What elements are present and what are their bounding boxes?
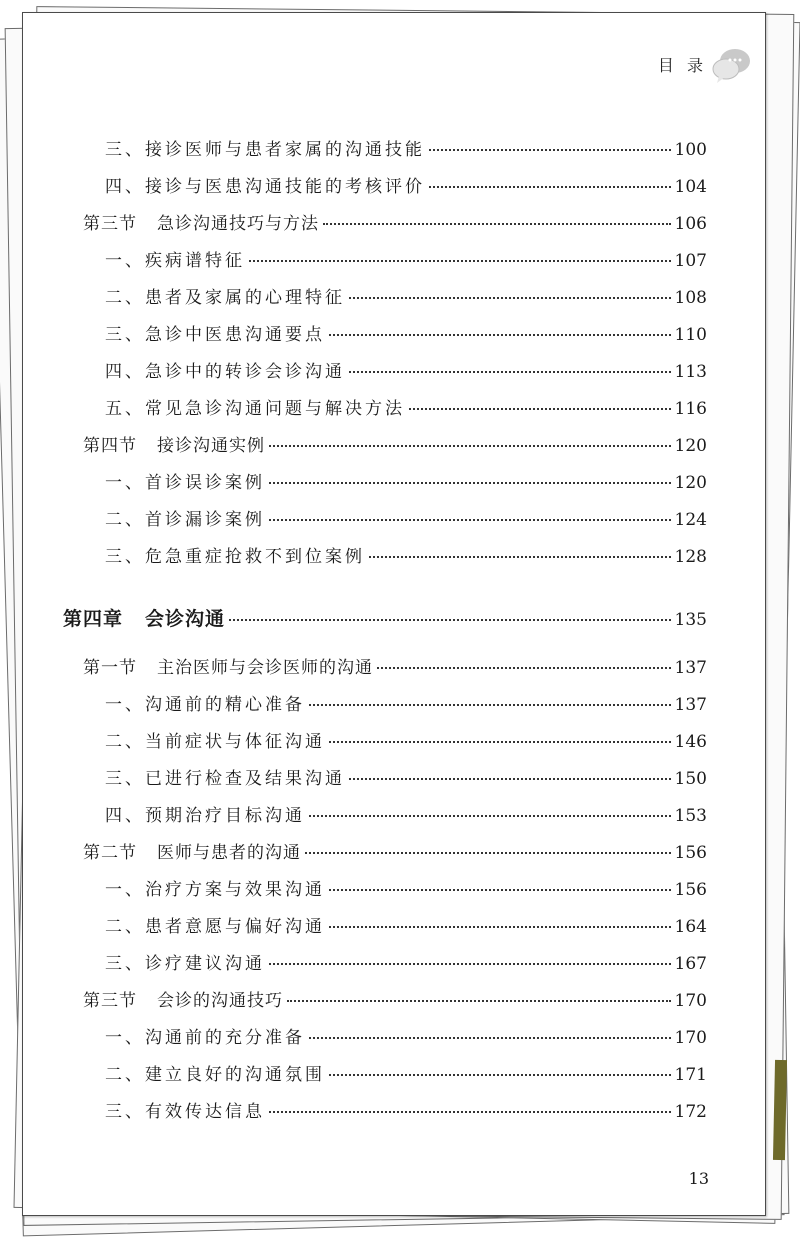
chapter-heading: [63, 608, 225, 630]
dot-leader: [377, 667, 671, 669]
toc-page-number: 116: [674, 399, 707, 419]
dot-leader: [349, 371, 671, 373]
toc-page-number: 153: [674, 806, 707, 826]
toc-item-label: 二、患者意愿与偏好沟通: [105, 917, 325, 937]
dot-leader: [309, 815, 671, 817]
toc-item[interactable]: [23, 139, 765, 161]
toc-item[interactable]: [23, 768, 765, 790]
toc-item-label: 一、沟通前的充分准备: [105, 1028, 305, 1048]
toc-item[interactable]: [23, 916, 765, 938]
section-title: 急诊沟通技巧与方法: [157, 214, 319, 234]
section-number: 第一节: [83, 658, 137, 678]
dot-leader: [329, 1074, 671, 1076]
toc-item-label: 四、预期治疗目标沟通: [105, 806, 305, 826]
section-heading: [83, 435, 265, 457]
dot-leader: [329, 889, 671, 891]
toc-item[interactable]: [23, 287, 765, 309]
dot-leader: [269, 482, 671, 484]
dot-leader: [269, 519, 671, 521]
toc-section[interactable]: [23, 435, 765, 457]
toc-item[interactable]: [23, 361, 765, 383]
dot-leader: [429, 149, 671, 151]
toc-item[interactable]: [23, 731, 765, 753]
dot-leader: [269, 1111, 671, 1113]
toc-section[interactable]: [23, 990, 765, 1012]
toc-page-number: 156: [674, 843, 707, 863]
toc-page: [22, 12, 766, 1216]
toc-item-label: 二、当前症状与体征沟通: [105, 732, 325, 752]
toc-item[interactable]: [23, 546, 765, 568]
toc-page-number: 120: [674, 436, 707, 456]
toc-page-number: 124: [674, 510, 707, 530]
section-number: 第三节: [83, 991, 137, 1011]
dot-leader: [309, 704, 671, 706]
toc-item[interactable]: [23, 324, 765, 346]
toc-page-number: 150: [674, 769, 707, 789]
dot-leader: [409, 408, 671, 410]
toc-item[interactable]: [23, 398, 765, 420]
toc-chapter[interactable]: [23, 608, 765, 631]
dot-leader: [329, 926, 671, 928]
chapter-number: 第四章: [63, 608, 124, 630]
toc-page-number: 171: [674, 1065, 707, 1085]
toc-item-label: 一、沟通前的精心准备: [105, 695, 305, 715]
toc-item[interactable]: [23, 176, 765, 198]
dot-leader: [309, 1037, 671, 1039]
toc-item-label: 三、已进行检查及结果沟通: [105, 769, 345, 789]
toc-item-label: 五、常见急诊沟通问题与解决方法: [105, 399, 405, 419]
toc-item-label: 二、建立良好的沟通氛围: [105, 1065, 325, 1085]
toc-page-number: 110: [674, 325, 707, 345]
page-header-title: 目 录: [657, 56, 707, 75]
toc-page-number: 108: [674, 288, 707, 308]
toc-item-label: 一、疾病谱特征: [105, 251, 245, 271]
toc-section[interactable]: [23, 842, 765, 864]
toc-item[interactable]: [23, 953, 765, 975]
toc-page-number: 106: [674, 214, 707, 234]
toc-page-number: 135: [674, 610, 707, 630]
section-number: 第二节: [83, 843, 137, 863]
toc-item-label: 三、接诊医师与患者家属的沟通技能: [105, 140, 425, 160]
chat-bubble-icon: [709, 43, 753, 87]
toc-item[interactable]: [23, 1064, 765, 1086]
toc-item-label: 四、急诊中的转诊会诊沟通: [105, 362, 345, 382]
toc-page-number: 128: [674, 547, 707, 567]
toc-page-number: 104: [674, 177, 707, 197]
toc-item[interactable]: [23, 250, 765, 272]
toc-page-number: 113: [674, 362, 707, 382]
toc-item-label: 二、首诊漏诊案例: [105, 510, 265, 530]
toc-page-number: 170: [674, 991, 707, 1011]
dot-leader: [349, 297, 671, 299]
dot-leader: [349, 778, 671, 780]
section-title: 会诊的沟通技巧: [157, 991, 283, 1011]
section-title: 医师与患者的沟通: [157, 843, 301, 863]
chapter-title: 会诊沟通: [145, 608, 226, 630]
dot-leader: [269, 963, 671, 965]
section-number: 第三节: [83, 214, 137, 234]
section-heading: [83, 213, 319, 235]
page-number: 13: [688, 1169, 709, 1188]
section-number: 第四节: [83, 436, 137, 456]
back-page-olive-edge: [773, 1060, 787, 1160]
toc-item[interactable]: [23, 472, 765, 494]
dot-leader: [429, 186, 671, 188]
section-heading: [83, 990, 283, 1012]
toc-page-number: 167: [674, 954, 707, 974]
toc-item-label: 二、患者及家属的心理特征: [105, 288, 345, 308]
toc-item[interactable]: [23, 805, 765, 827]
toc-item-label: 四、接诊与医患沟通技能的考核评价: [105, 177, 425, 197]
section-title: 主治医师与会诊医师的沟通: [157, 658, 373, 678]
toc-page-number: 137: [674, 695, 707, 715]
dot-leader: [287, 1000, 671, 1002]
toc-page-number: 172: [674, 1102, 707, 1122]
dot-leader: [229, 619, 671, 621]
toc-page-number: 156: [674, 880, 707, 900]
toc-page-number: 146: [674, 732, 707, 752]
toc-item[interactable]: [23, 509, 765, 531]
toc-section[interactable]: [23, 657, 765, 679]
toc-item-label: 一、治疗方案与效果沟通: [105, 880, 325, 900]
toc-item[interactable]: [23, 1027, 765, 1049]
dot-leader: [329, 741, 671, 743]
toc-item-label: 一、首诊误诊案例: [105, 473, 265, 493]
dot-leader: [269, 445, 671, 447]
toc-item-label: 三、急诊中医患沟通要点: [105, 325, 325, 345]
dot-leader: [323, 223, 671, 225]
toc-page-number: 137: [674, 658, 707, 678]
section-heading: [83, 842, 301, 864]
toc-item[interactable]: [23, 694, 765, 716]
toc-item-label: 三、危急重症抢救不到位案例: [105, 547, 365, 567]
toc-section[interactable]: [23, 213, 765, 235]
toc-item-label: 三、有效传达信息: [105, 1102, 265, 1122]
section-title: 接诊沟通实例: [157, 436, 265, 456]
toc-page-number: 120: [674, 473, 707, 493]
toc-page-number: 164: [674, 917, 707, 937]
toc-page-number: 170: [674, 1028, 707, 1048]
toc-item-label: 三、诊疗建议沟通: [105, 954, 265, 974]
dot-leader: [369, 556, 671, 558]
dot-leader: [249, 260, 671, 262]
toc-item[interactable]: [23, 879, 765, 901]
section-heading: [83, 657, 373, 679]
dot-leader: [305, 852, 671, 854]
toc-item[interactable]: [23, 1101, 765, 1123]
toc-page-number: 100: [674, 140, 707, 160]
toc-page-number: 107: [674, 251, 707, 271]
dot-leader: [329, 334, 671, 336]
